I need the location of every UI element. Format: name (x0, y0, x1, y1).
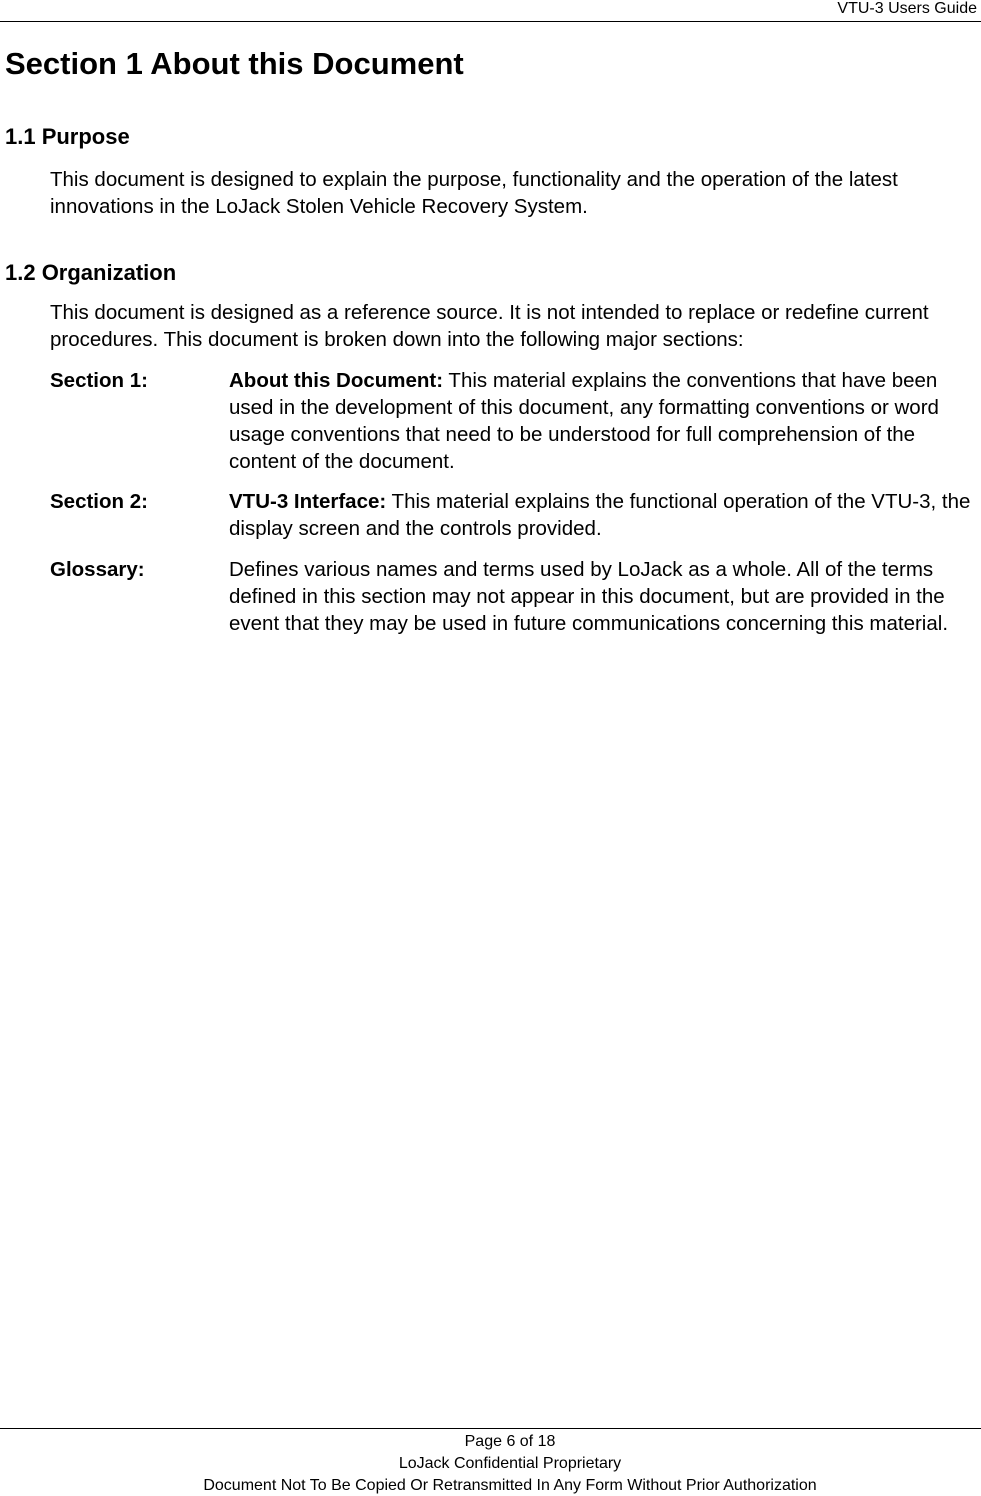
footer-page-number: Page 6 of 18 (464, 1433, 556, 1450)
header-rule (0, 21, 981, 22)
definition-lead: VTU-3 Interface: (229, 490, 387, 513)
definition-text: This material explains the functional operation of the VTU-3, the display screen and the controls provided. (229, 490, 971, 540)
definition-lead: About this Document: (229, 369, 444, 392)
purpose-paragraph: This document is designed to explain the purpose, functionality and the operation of the latest innovations in the LoJack Stolen Vehicle Recovery System. (50, 168, 898, 218)
running-header-title: VTU-3 Users Guide (837, 0, 977, 17)
definition-term-glossary: Glossary: (50, 558, 145, 581)
definition-text: This material explains the conventions that have been used in the development of this document, any formatting conventions or word usage conventions that need to be understood for full comprehension of the content of the document. (229, 369, 939, 473)
definition-body-glossary (229, 556, 979, 637)
definition-body-section-1 (229, 367, 979, 475)
section-title: Section 1 About this Document (5, 46, 464, 81)
footer-notice: Document Not To Be Copied Or Retransmitted In Any Form Without Prior Authorization (203, 1477, 817, 1494)
footer-confidential: LoJack Confidential Proprietary (398, 1455, 622, 1472)
definition-term-section-1: Section 1: (50, 369, 148, 392)
definition-body-section-2 (229, 488, 979, 542)
footer-rule (0, 1428, 981, 1429)
definition-term-section-2: Section 2: (50, 490, 148, 513)
organization-paragraph: This document is designed as a reference source. It is not intended to replace or redefine current procedures. This document is broken down into the following major sections: (50, 301, 929, 351)
definition-text: Defines various names and terms used by LoJack as a whole. All of the terms defined in this section may not appear in this document, but are provided in the event that they may be used in future communications concerning this material. (229, 558, 949, 635)
purpose-heading: 1.1 Purpose (5, 124, 130, 149)
organization-heading: 1.2 Organization (5, 260, 177, 285)
